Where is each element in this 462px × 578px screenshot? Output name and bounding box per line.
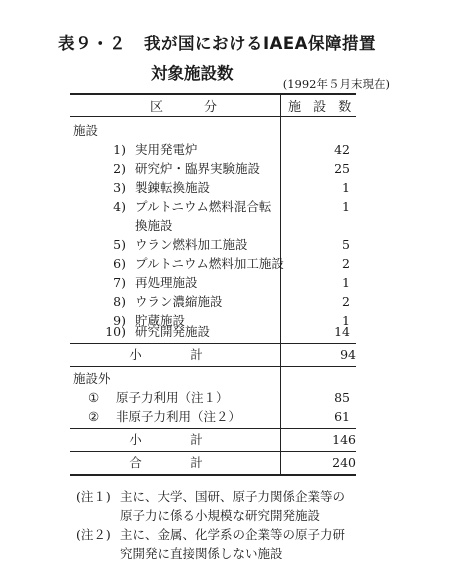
total-rule bbox=[70, 451, 356, 452]
table-row: 3) 製錬転換施設 1 bbox=[113, 180, 350, 195]
date-note: (1992年５月末現在) bbox=[282, 77, 390, 91]
facilities-subtotal-label: 小 計 bbox=[129, 347, 221, 362]
table-row: 4) プルトニウム燃料混合転 1 bbox=[113, 199, 350, 214]
footnote: (注２) 主に、金属、化学系の企業等の原子力研 究開発に直接関係しない施設 bbox=[76, 527, 346, 561]
total-label: 合 計 bbox=[129, 455, 221, 470]
title-line-2: 対象施設数 bbox=[151, 64, 234, 83]
outside-subtotal-label: 小 計 bbox=[129, 432, 221, 447]
footnote: (注１) 主に、大学、国研、原子力関係企業等の 原子力に係る小規模な研究開発施設 bbox=[76, 489, 346, 523]
footnotes bbox=[76, 487, 345, 563]
header-category: 区 分 bbox=[150, 100, 232, 115]
facilities-section-end-rule bbox=[70, 366, 356, 367]
footnote-tag: (注１) bbox=[76, 489, 111, 504]
table-row: 10) 研究開発施設 14 bbox=[105, 324, 350, 339]
outside-subtotal-rule bbox=[70, 428, 356, 429]
table-row: 2) 研究炉・臨界実験施設 25 bbox=[113, 161, 350, 176]
title-line-1: 我が国におけるIAEA保障措置 bbox=[144, 34, 376, 53]
table-row: 6) プルトニウム燃料加工施設 2 bbox=[113, 256, 350, 271]
table-row: ② 非原子力利用（注２） 61 bbox=[88, 409, 350, 424]
facilities-subtotal-rule bbox=[70, 343, 356, 344]
table-row: 1) 実用発電炉 42 bbox=[113, 142, 350, 157]
section-label-outside: 施設外 bbox=[73, 371, 111, 386]
footnote-tag: (注２) bbox=[76, 527, 111, 542]
section-label-facilities: 施設 bbox=[73, 123, 99, 138]
facilities-subtotal-value: 94 bbox=[340, 347, 356, 362]
table-row: 7) 再処理施設 1 bbox=[113, 275, 350, 290]
table-row: 8) ウラン濃縮施設 2 bbox=[113, 294, 350, 309]
outside-subtotal-value: 146 bbox=[332, 432, 356, 447]
header-rule bbox=[70, 116, 356, 117]
table-row: ① 原子力利用（注１） 85 bbox=[88, 390, 350, 405]
table-row-continuation: 換施設 bbox=[135, 218, 173, 233]
table-number: 表９・２ bbox=[58, 34, 126, 53]
total-value: 240 bbox=[332, 455, 356, 470]
table-bottom-rule bbox=[70, 474, 356, 476]
table-row: 5) ウラン燃料加工施設 5 bbox=[113, 237, 350, 252]
table-row: 9) 貯蔵施設 1 bbox=[113, 313, 350, 328]
header-count: 施 設 数 bbox=[288, 100, 356, 115]
table-top-rule bbox=[70, 93, 356, 95]
